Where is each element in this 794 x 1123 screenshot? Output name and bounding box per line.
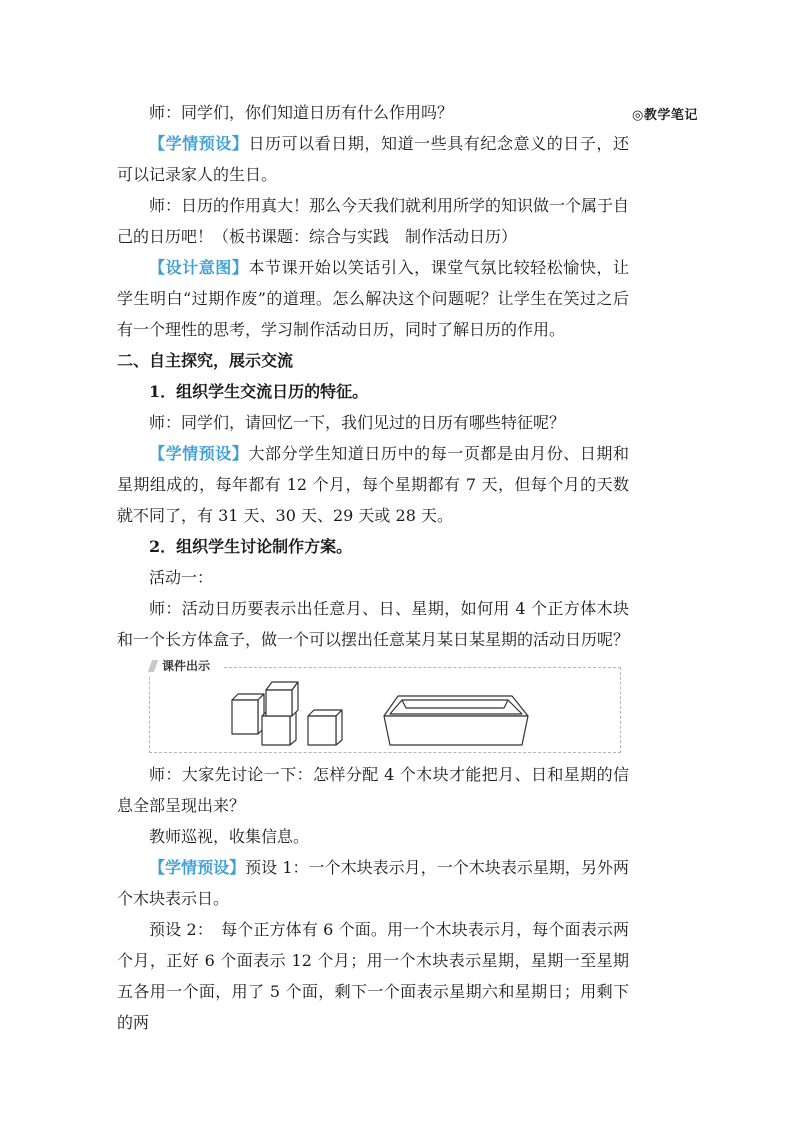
paragraph <box>117 531 629 562</box>
lesson-body <box>117 97 629 1038</box>
paragraph-text: 二、自主探究，展示交流 <box>117 351 294 370</box>
open-box-icon <box>384 696 528 745</box>
paragraph-text: 师：大家先讨论一下：怎样分配 4 个木块才能把月、日和星期的信息全部呈现出来？ <box>117 765 629 815</box>
courseware-box <box>149 659 621 753</box>
cube-icon <box>308 710 342 745</box>
paragraph <box>117 852 629 914</box>
paragraph <box>117 252 629 345</box>
paragraphs-after-figure <box>117 759 629 1038</box>
paragraph-text: 日历可以看日期，知道一些具有纪念意义的日子，还可以记录家人的生日。 <box>117 134 629 184</box>
annotation-tag: 【设计意图】 <box>149 258 249 277</box>
paragraph-text: 预设 1：一个木块表示月，一个木块表示星期，另外两个木块表示日。 <box>117 858 629 908</box>
paragraph <box>117 407 629 438</box>
paragraphs-before-figure <box>117 97 629 655</box>
annotation-tag: 【学情预设】 <box>149 444 249 463</box>
paragraph <box>117 562 629 593</box>
paragraph-text: 2．组织学生讨论制作方案。 <box>149 537 353 556</box>
paragraph <box>117 190 629 252</box>
paragraph <box>117 97 629 128</box>
paragraph-text: 师：同学们，请回忆一下，我们见过的日历有哪些特征呢？ <box>149 413 566 432</box>
paragraph-text: 活动一： <box>149 568 214 587</box>
paragraph <box>117 593 629 655</box>
cube-icon <box>266 682 298 716</box>
paragraph <box>117 759 629 821</box>
paragraph-text: 1．组织学生交流日历的特征。 <box>149 382 369 401</box>
paragraph-text: 本节课开始以笑话引入，课堂气氛比较轻松愉快，让学生明白“过期作废”的道理。怎么解决这个问题呢？让学生在笑过之后有一个理性的思考，学习制作活动日历，同时了解日历的作用。 <box>117 258 629 339</box>
paragraph-text: 师：活动日历要表示出任意月、日、星期，如何用 4 个正方体木块和一个长方体盒子，做一个可以摆出任意某月某日某星期的活动日历呢？ <box>117 599 630 649</box>
cube-icon <box>232 694 264 734</box>
annotation-tag: 【学情预设】 <box>149 134 249 153</box>
paragraph-text: 教师巡视，收集信息。 <box>149 827 310 846</box>
paragraph <box>117 128 629 190</box>
paragraph <box>117 914 629 1038</box>
paragraph <box>117 376 629 407</box>
paragraph <box>117 345 629 376</box>
paragraph-text: 预设 2： 每个正方体有 6 个面。用一个木块表示月，每个面表示两个月，正好 6 个面表示 12 个月；用一个木块表示星期，星期一至星期五各用一个面，用了 5 个面，剩下一个面表示星期六和星期日；用剩下的两 <box>117 920 629 1032</box>
paragraph-text: 师：日历的作用真大！那么今天我们就利用所学的知识做一个属于自己的日历吧！（板书课题：综合与实践 制作活动日历） <box>117 196 630 246</box>
teaching-notes-label: ◎教学笔记 <box>632 108 698 123</box>
paragraph-text: 大部分学生知道日历中的每一页都是由月份、日期和星期组成的，每年都有 12 个月，每个星期都有 7 天，但每个月的天数就不同了，有 31 天、30 天、29 天或 28 天。 <box>117 444 629 525</box>
paragraph <box>117 821 629 852</box>
cubes-and-box-illustration <box>150 668 620 752</box>
annotation-tag: 【学情预设】 <box>149 858 246 877</box>
paragraph-text: 师：同学们，你们知道日历有什么作用吗？ <box>149 103 454 122</box>
paragraph <box>117 438 629 531</box>
courseware-label: 课件出示 <box>148 656 222 676</box>
